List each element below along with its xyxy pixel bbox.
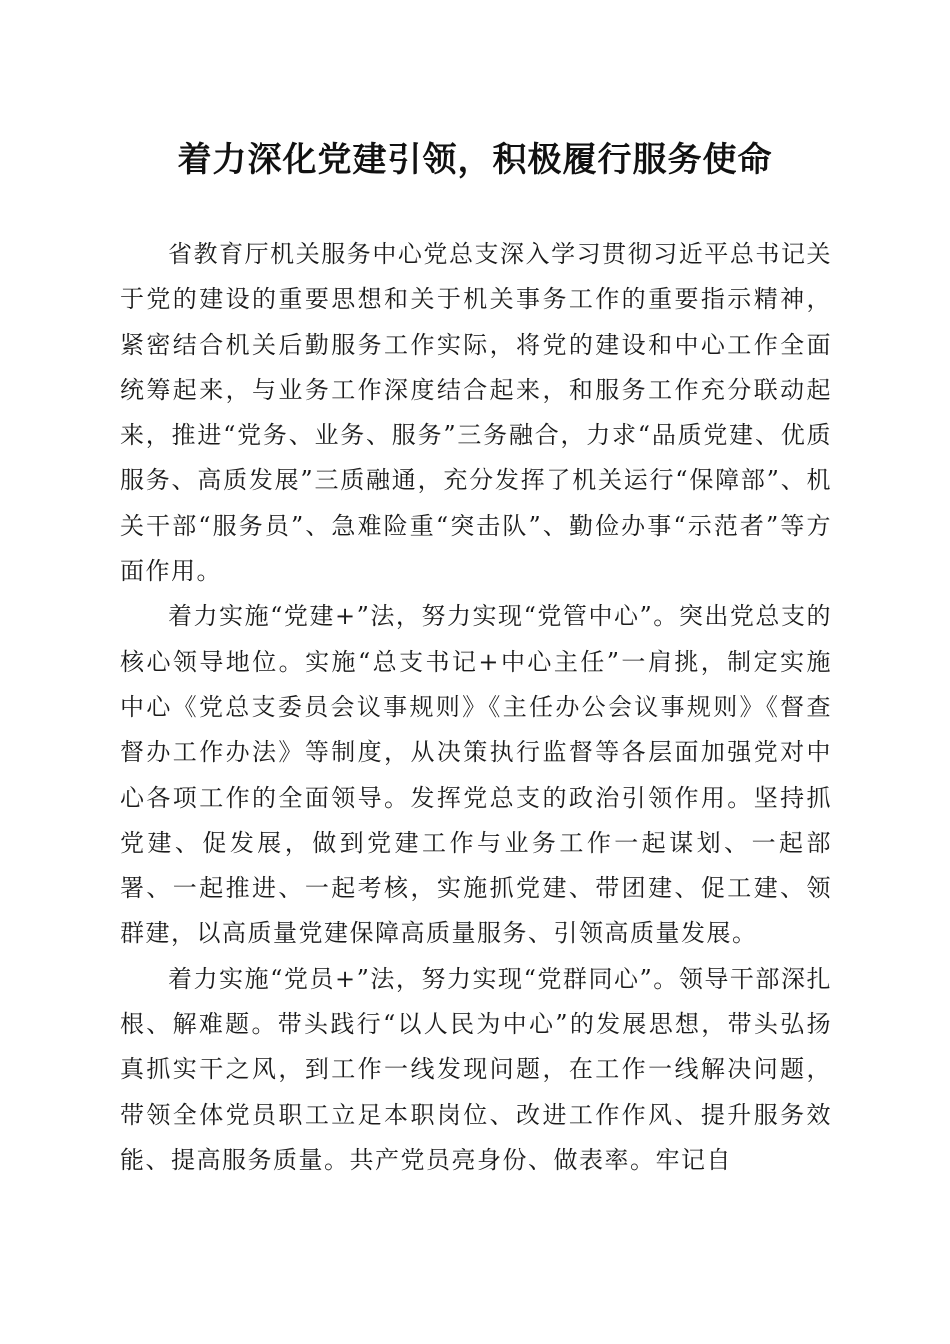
document-title: 着力深化党建引领，积极履行服务使命: [177, 140, 773, 180]
paragraph-party-building: 着力实施“党建+”法，努力实现“党管中心”。突出党总支的核心领导地位。实施“总支书记+中心主任”一肩挑，制定实施中心《党总支委员会议事规则》《主任办公会议事规则》《督查督办工作办法》等制度，从决策执行监督等各层面加强党对中心各项工作的全面领导。发挥党总支的政治引领作用。坚持抓党建、促发展，做到党建工作与业务工作一起谋划、一起部署、一起推进、一起考核，实施抓党建、带团建、促工建、领群建，以高质量党建保障高质量服务、引领高质量发展。: [120, 602, 832, 948]
paragraph-intro: 省教育厅机关服务中心党总支深入学习贯彻习近平总书记关于党的建设的重要思想和关于机关事务工作的重要指示精神，紧密结合机关后勤服务工作实际，将党的建设和中心工作全面统筹起来，与业务工作深度结合起来，和服务工作充分联动起来，推进“党务、业务、服务”三务融合，力求“品质党建、优质服务、高质发展”三质融通，充分发挥了机关运行“保障部”、机关干部“服务员”、急难险重“突击队”、勤俭办事“示范者”等方面作用。: [120, 240, 832, 586]
paragraph-party-members: 着力实施“党员+”法，努力实现“党群同心”。领导干部深扎根、解难题。带头践行“以人民为中心”的发展思想，带头弘扬真抓实干之风，到工作一线发现问题，在工作一线解决问题，带领全体党员职工立足本职岗位、改进工作作风、提升服务效能、提高服务质量。共产党员亮身份、做表率。牢记自: [120, 964, 832, 1174]
document-body: [120, 232, 832, 1183]
